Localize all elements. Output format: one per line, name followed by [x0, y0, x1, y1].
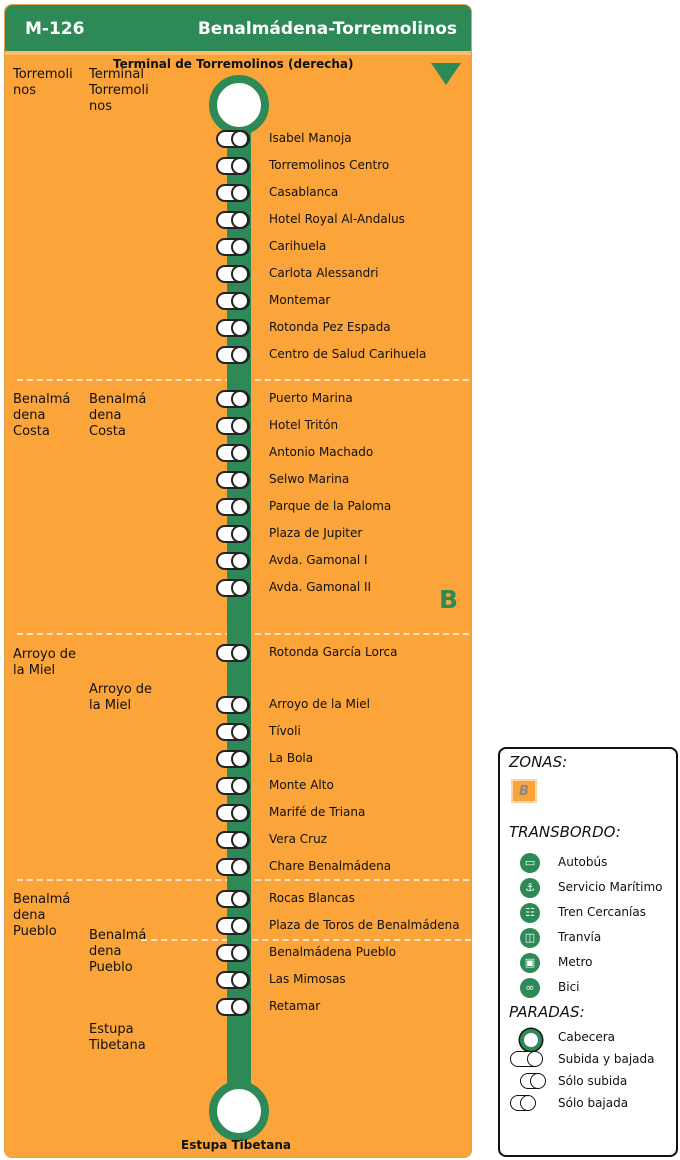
stop-label: Rotonda Pez Espada	[269, 320, 391, 334]
direction-arrow-icon	[431, 63, 461, 85]
zone-separator	[141, 939, 471, 941]
legend-paradas-title: PARADAS:	[509, 1003, 585, 1021]
train-icon: ☷	[520, 903, 540, 923]
zone-label-col2: Terminal Torremoli nos	[89, 67, 149, 114]
legend-zonas-title: ZONAS:	[509, 753, 568, 771]
stop-marker	[216, 750, 264, 768]
stop-marker	[216, 417, 264, 435]
stop-marker	[216, 471, 264, 489]
stop-marker	[216, 998, 264, 1016]
metro-icon: ▣	[520, 953, 540, 973]
stop-marker	[216, 777, 264, 795]
stop-label: Isabel Manoja	[269, 131, 352, 145]
stop-label: Marifé de Triana	[269, 805, 366, 819]
stop-marker	[216, 390, 264, 408]
stop-marker	[216, 971, 264, 989]
stop-label: Las Mimosas	[269, 972, 346, 986]
terminal-start-marker	[209, 75, 269, 135]
stop-label: Plaza de Jupiter	[269, 526, 363, 540]
stop-label: Chare Benalmádena	[269, 859, 392, 873]
stop-label: Retamar	[269, 999, 321, 1013]
legend-transbordo-item: Tranvía	[558, 930, 602, 944]
legend-parada-item: Cabecera	[558, 1030, 615, 1044]
legend-panel	[498, 747, 678, 1157]
stop-marker	[216, 184, 264, 202]
stop-label: Carlota Alessandri	[269, 266, 379, 280]
cabecera-icon	[520, 1029, 542, 1051]
stop-label: Vera Cruz	[269, 832, 327, 846]
route-card	[4, 4, 472, 1158]
stop-label: Hotel Tritón	[269, 418, 339, 432]
stop-label: Selwo Marina	[269, 472, 350, 486]
legend-zone-box: B	[511, 779, 537, 803]
stop-label: Parque de la Paloma	[269, 499, 392, 513]
stop-marker	[216, 130, 264, 148]
bike-icon: ∞	[520, 978, 540, 998]
stop-marker	[216, 552, 264, 570]
bus-icon: ▭	[520, 853, 540, 873]
stop-label: La Bola	[269, 751, 314, 765]
boat-icon: ⚓	[520, 878, 540, 898]
header-divider	[5, 51, 472, 55]
stop-marker	[216, 804, 264, 822]
stop-label: Plaza de Toros de Benalmádena	[269, 918, 460, 932]
zone-letter: B	[439, 585, 459, 614]
zone-label-col1: Torremoli nos	[13, 67, 73, 98]
stop-marker	[216, 525, 264, 543]
legend-parada-item: Subida y bajada	[558, 1052, 655, 1066]
legend-transbordo-item: Bici	[558, 980, 580, 994]
stop-label: Tívoli	[269, 724, 301, 738]
zone-label-col1: Arroyo de la Miel	[13, 647, 77, 678]
solo-subida-icon	[520, 1073, 550, 1087]
terminal-start-label: Terminal de Torremolinos (derecha)	[113, 57, 354, 71]
stop-marker	[216, 890, 264, 908]
stop-marker	[216, 444, 264, 462]
stop-marker	[216, 917, 264, 935]
stop-label: Torremolinos Centro	[269, 158, 390, 172]
stop-marker	[216, 265, 264, 283]
stop-label: Casablanca	[269, 185, 339, 199]
stop-label: Antonio Machado	[269, 445, 374, 459]
route-id: M-126	[25, 19, 85, 39]
legend-parada-item: Sólo subida	[558, 1074, 628, 1088]
stop-label: Avda. Gamonal II	[269, 580, 372, 594]
stop-marker	[216, 579, 264, 597]
stop-label: Avda. Gamonal I	[269, 553, 368, 567]
stop-marker	[216, 696, 264, 714]
stop-marker	[216, 644, 264, 662]
legend-transbordo-item: Autobús	[558, 855, 608, 869]
stop-marker	[216, 944, 264, 962]
zone-label-col2: Arroyo de la Miel	[89, 682, 153, 713]
stop-marker	[216, 498, 264, 516]
stop-label: Benalmádena Pueblo	[269, 945, 397, 959]
stop-label: Rotonda García Lorca	[269, 645, 398, 659]
stop-marker	[216, 211, 264, 229]
stop-marker	[216, 723, 264, 741]
zone-label-col1: Benalmá dena Pueblo	[13, 892, 71, 939]
solo-bajada-icon	[510, 1095, 540, 1109]
stop-marker	[216, 831, 264, 849]
zone-label-col2: Estupa Tibetana	[89, 1022, 146, 1053]
route-name: Benalmádena-Torremolinos	[197, 19, 457, 39]
stop-label: Rocas Blancas	[269, 891, 355, 905]
tram-icon: ◫	[520, 928, 540, 948]
legend-parada-item: Sólo bajada	[558, 1096, 629, 1110]
stop-label: Arroyo de la Miel	[269, 697, 370, 711]
stop-label: Monte Alto	[269, 778, 334, 792]
legend-transbordo-item: Metro	[558, 955, 593, 969]
stop-label: Centro de Salud Carihuela	[269, 347, 427, 361]
zone-label-col1: Benalmá dena Costa	[13, 392, 71, 439]
stop-marker	[216, 319, 264, 337]
stop-label: Puerto Marina	[269, 391, 353, 405]
legend-transbordo-item: Tren Cercanías	[558, 905, 646, 919]
legend-transbordo-title: TRANSBORDO:	[509, 823, 621, 841]
zone-label-col2: Benalmá dena Costa	[89, 392, 147, 439]
terminal-end-label: Estupa Tibetana	[181, 1138, 291, 1152]
stop-label: Hotel Royal Al-Andalus	[269, 212, 405, 226]
stop-label: Montemar	[269, 293, 331, 307]
stop-label: Carihuela	[269, 239, 327, 253]
zone-label-col2: Benalmá dena Pueblo	[89, 928, 147, 975]
route-header	[5, 5, 472, 51]
stop-marker	[216, 346, 264, 364]
stop-marker	[216, 238, 264, 256]
stop-marker	[216, 858, 264, 876]
legend-transbordo-item: Servicio Marítimo	[558, 880, 663, 894]
stop-marker	[216, 157, 264, 175]
terminal-end-marker	[209, 1081, 269, 1141]
subida-bajada-icon	[510, 1051, 548, 1065]
stop-marker	[216, 292, 264, 310]
